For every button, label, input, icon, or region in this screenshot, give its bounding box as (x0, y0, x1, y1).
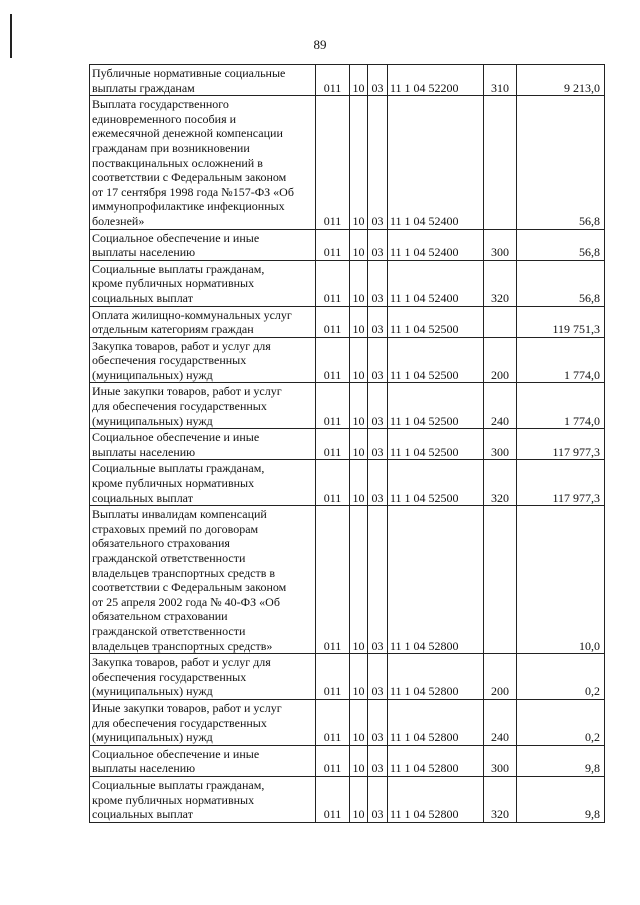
admin-code-cell: 011 (316, 383, 350, 429)
subsection-code-cell: 03 (368, 306, 388, 337)
table-row (90, 229, 605, 260)
budget-table (89, 64, 605, 823)
amount-cell: 56,8 (517, 96, 605, 229)
program-code-cell: 11 1 04 52800 (388, 699, 484, 745)
item-name-line: Выплата государственного (92, 97, 229, 112)
subsection-code-cell: 03 (368, 429, 388, 460)
subsection-code-cell: 03 (368, 699, 388, 745)
subsection-code-cell: 03 (368, 260, 388, 306)
subsection-code-cell: 03 (368, 460, 388, 506)
item-name-line: владельцев транспортных средств в (92, 565, 276, 580)
amount-cell: 0,2 (517, 654, 605, 700)
amount-cell: 9 213,0 (517, 65, 605, 96)
subsection-code-cell: 03 (368, 654, 388, 700)
amount-cell: 9,8 (517, 776, 605, 822)
item-name-line: кроме публичных нормативных (92, 276, 255, 291)
subsection-code-cell: 03 (368, 96, 388, 229)
item-name-cell (90, 745, 316, 776)
section-code-cell: 10 (350, 260, 368, 306)
item-name-cell (90, 337, 316, 383)
table-row (90, 260, 605, 306)
program-code-cell: 11 1 04 52800 (388, 745, 484, 776)
program-code-cell: 11 1 04 52400 (388, 260, 484, 306)
section-code-cell: 10 (350, 337, 368, 383)
item-name-line: Закупка товаров, работ и услуг для (92, 338, 271, 353)
amount-cell: 1 774,0 (517, 383, 605, 429)
admin-code-cell: 011 (316, 229, 350, 260)
item-name-line: Выплаты инвалидам компенсаций (92, 507, 267, 522)
item-name-line: Социальное обеспечение и иные (92, 746, 260, 761)
item-name-line: обеспечения государственных (92, 353, 247, 368)
item-name-line: соответствии с Федеральным законом (92, 580, 287, 595)
item-name-line: выплаты населению (92, 444, 196, 459)
item-name-line: единовременного пособия и (92, 111, 237, 126)
item-name-line: социальных выплат (92, 490, 193, 505)
item-name-line: обязательного страхования (92, 536, 230, 551)
item-name-line: Иные закупки товаров, работ и услуг (92, 384, 282, 399)
section-code-cell: 10 (350, 506, 368, 654)
admin-code-cell: 011 (316, 460, 350, 506)
item-name-line: для обеспечения государственных (92, 715, 267, 730)
expense-type-cell (484, 96, 517, 229)
admin-code-cell: 011 (316, 96, 350, 229)
admin-code-cell: 011 (316, 745, 350, 776)
item-name-line: Социальное обеспечение и иные (92, 230, 260, 245)
item-name-cell (90, 383, 316, 429)
expense-type-cell: 200 (484, 654, 517, 700)
item-name-line: гражданской ответственности (92, 551, 246, 565)
program-code-cell: 11 1 04 52800 (388, 654, 484, 700)
program-code-cell: 11 1 04 52400 (388, 229, 484, 260)
table-row (90, 460, 605, 506)
subsection-code-cell: 03 (368, 506, 388, 654)
item-name-line: выплаты населению (92, 245, 196, 260)
item-name-cell (90, 65, 316, 96)
expense-type-cell: 300 (484, 229, 517, 260)
item-name-line: гражданской ответственности (92, 623, 246, 638)
item-name-line: выплаты населению (92, 761, 196, 776)
expense-type-cell: 300 (484, 745, 517, 776)
expense-type-cell: 320 (484, 460, 517, 506)
section-code-cell: 10 (350, 306, 368, 337)
item-name-line: от 17 сентября 1998 года №157-ФЗ «Об (92, 184, 294, 199)
item-name-line: выплаты гражданам (92, 80, 195, 95)
item-name-cell (90, 776, 316, 822)
item-name-cell (90, 654, 316, 700)
program-code-cell: 11 1 04 52500 (388, 337, 484, 383)
admin-code-cell: 011 (316, 506, 350, 654)
expense-type-cell: 310 (484, 65, 517, 96)
section-code-cell: 10 (350, 65, 368, 96)
expense-type-cell: 240 (484, 383, 517, 429)
item-name-line: (муниципальных) нужд (92, 730, 213, 745)
subsection-code-cell: 03 (368, 229, 388, 260)
item-name-cell (90, 429, 316, 460)
item-name-cell (90, 699, 316, 745)
item-name-line: болезней» (92, 213, 145, 228)
item-name-line: владельцев транспортных средств» (92, 638, 273, 653)
admin-code-cell: 011 (316, 65, 350, 96)
item-name-line: социальных выплат (92, 290, 193, 305)
item-name-line: Социальные выплаты гражданам, (92, 461, 265, 476)
item-name-cell (90, 229, 316, 260)
subsection-code-cell: 03 (368, 776, 388, 822)
section-code-cell: 10 (350, 96, 368, 229)
admin-code-cell: 011 (316, 260, 350, 306)
table-row (90, 96, 605, 229)
admin-code-cell: 011 (316, 699, 350, 745)
amount-cell: 1 774,0 (517, 337, 605, 383)
item-name-line: Социальные выплаты гражданам, (92, 261, 265, 276)
table-row (90, 506, 605, 654)
admin-code-cell: 011 (316, 654, 350, 700)
item-name-line: обязательном страховании (92, 609, 228, 624)
program-code-cell: 11 1 04 52500 (388, 460, 484, 506)
item-name-cell (90, 506, 316, 654)
subsection-code-cell: 03 (368, 337, 388, 383)
subsection-code-cell: 03 (368, 65, 388, 96)
section-code-cell: 10 (350, 699, 368, 745)
amount-cell: 10,0 (517, 506, 605, 654)
item-name-line: Социальные выплаты гражданам, (92, 777, 265, 792)
admin-code-cell: 011 (316, 776, 350, 822)
item-name-line: Социальное обеспечение и иные (92, 430, 260, 445)
item-name-line: (муниципальных) нужд (92, 367, 213, 382)
expense-type-cell: 200 (484, 337, 517, 383)
table-row (90, 776, 605, 822)
subsection-code-cell: 03 (368, 745, 388, 776)
section-code-cell: 10 (350, 460, 368, 506)
amount-cell: 117 977,3 (517, 429, 605, 460)
amount-cell: 56,8 (517, 229, 605, 260)
item-name-line: социальных выплат (92, 807, 193, 822)
table-row (90, 654, 605, 700)
item-name-line: Иные закупки товаров, работ и услуг (92, 700, 282, 715)
section-code-cell: 10 (350, 383, 368, 429)
amount-cell: 117 977,3 (517, 460, 605, 506)
page-number: 89 (313, 37, 327, 52)
amount-cell: 0,2 (517, 699, 605, 745)
section-code-cell: 10 (350, 429, 368, 460)
section-code-cell: 10 (350, 776, 368, 822)
item-name-line: обеспечения государственных (92, 669, 247, 684)
table-row (90, 745, 605, 776)
amount-cell: 9,8 (517, 745, 605, 776)
table-row (90, 337, 605, 383)
item-name-line: кроме публичных нормативных (92, 476, 255, 491)
program-code-cell: 11 1 04 52800 (388, 776, 484, 822)
amount-cell: 56,8 (517, 260, 605, 306)
expense-type-cell: 320 (484, 260, 517, 306)
item-name-line: кроме публичных нормативных (92, 792, 255, 807)
admin-code-cell: 011 (316, 337, 350, 383)
item-name-line: Закупка товаров, работ и услуг для (92, 655, 271, 670)
item-name-line: поствакцинальных осложнений в (92, 155, 263, 170)
item-name-line: гражданам при возникновении (92, 140, 250, 155)
expense-type-cell: 240 (484, 699, 517, 745)
table-row (90, 65, 605, 96)
item-name-cell (90, 260, 316, 306)
item-name-line: отдельным категориям граждан (92, 322, 254, 337)
section-code-cell: 10 (350, 229, 368, 260)
table-row (90, 383, 605, 429)
program-code-cell: 11 1 04 52400 (388, 96, 484, 229)
item-name-cell (90, 306, 316, 337)
program-code-cell: 11 1 04 52500 (388, 383, 484, 429)
item-name-line: от 25 апреля 2002 года № 40-ФЗ «Об (92, 594, 280, 609)
subsection-code-cell: 03 (368, 383, 388, 429)
item-name-line: Публичные нормативные социальные (92, 66, 286, 80)
item-name-cell (90, 460, 316, 506)
section-code-cell: 10 (350, 745, 368, 776)
expense-type-cell (484, 306, 517, 337)
item-name-line: (муниципальных) нужд (92, 684, 213, 699)
table-row (90, 429, 605, 460)
admin-code-cell: 011 (316, 306, 350, 337)
item-name-line: страховых премий по договорам (92, 521, 259, 536)
expense-type-cell: 300 (484, 429, 517, 460)
expense-type-cell: 320 (484, 776, 517, 822)
amount-cell: 119 751,3 (517, 306, 605, 337)
program-code-cell: 11 1 04 52200 (388, 65, 484, 96)
section-code-cell: 10 (350, 654, 368, 700)
item-name-line: ежемесячной денежной компенсации (92, 126, 283, 141)
item-name-cell (90, 96, 316, 229)
program-code-cell: 11 1 04 52500 (388, 429, 484, 460)
item-name-line: соответствии с Федеральным законом (92, 170, 287, 185)
program-code-cell: 11 1 04 52500 (388, 306, 484, 337)
table-row (90, 699, 605, 745)
item-name-line: для обеспечения государственных (92, 399, 267, 414)
admin-code-cell: 011 (316, 429, 350, 460)
expense-type-cell (484, 506, 517, 654)
item-name-line: Оплата жилищно-коммунальных услуг (92, 307, 292, 322)
table-row (90, 306, 605, 337)
item-name-line: (муниципальных) нужд (92, 413, 213, 428)
item-name-line: иммунопрофилактике инфекционных (92, 199, 285, 214)
program-code-cell: 11 1 04 52800 (388, 506, 484, 654)
